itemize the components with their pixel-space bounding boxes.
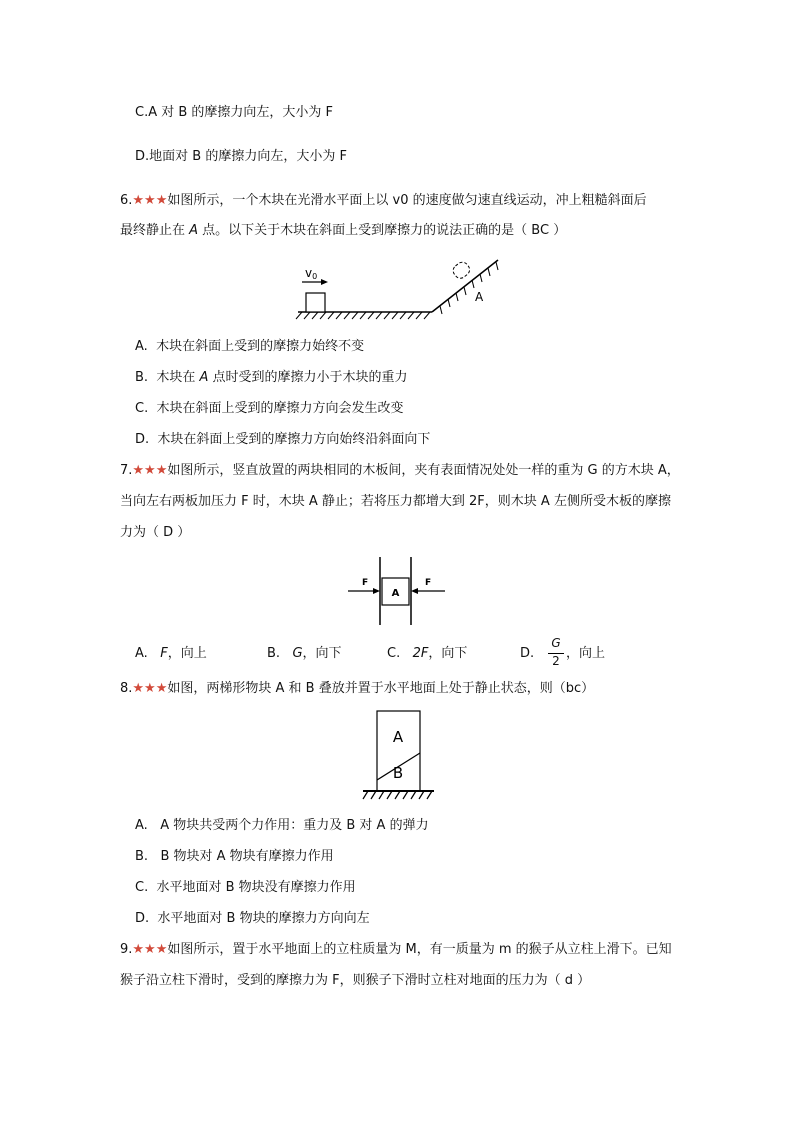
stacked-blocks-figure xyxy=(360,708,438,804)
option-c-prev: C.A 对 B 的摩擦力向左，大小为 F xyxy=(135,105,334,120)
q6-option-a: A. 木块在斜面上受到的摩擦力始终不变 xyxy=(135,339,365,354)
question-7-line-3: 力为（ D ） xyxy=(120,525,191,540)
q7-option-c: C. 2F，向下 xyxy=(387,646,468,661)
arrow-icon xyxy=(373,588,380,594)
block-b-label: B xyxy=(392,764,404,782)
ground-hatching xyxy=(363,791,432,799)
q6-option-d: D. 木块在斜面上受到的摩擦力方向始终沿斜面向下 xyxy=(135,432,431,447)
question-8-line-1: 8.★★★如图，两梯形物块 A 和 B 叠放并置于水平地面上处于静止状态，则（bc） xyxy=(120,681,595,696)
question-number: 6. xyxy=(120,193,133,208)
q7-option-d: D. xyxy=(520,646,535,661)
q8-option-b: B. B 物块对 A 物块有摩擦力作用 xyxy=(135,849,334,864)
incline-hatching xyxy=(440,262,498,314)
option-d-prev: D.地面对 B 的摩擦力向左，大小为 F xyxy=(135,149,347,164)
question-9-line-1: 9.★★★如图所示，置于水平地面上的立柱质量为 M，有一质量为 m 的猴子从立柱上滑下。已知 xyxy=(120,942,672,957)
q7-option-a: A. F，向上 xyxy=(135,646,207,661)
q7-option-d-direction: ，向上 xyxy=(566,646,606,661)
q8-option-a: A. A 物块共受两个力作用：重力及 B 对 A 的弹力 xyxy=(135,818,429,833)
fraction: G 2 xyxy=(548,636,564,670)
difficulty-stars: ★★★ xyxy=(132,193,168,208)
block-a-label: A xyxy=(392,728,404,746)
question-9-line-2: 猴子沿立柱下滑时，受到的摩擦力为 F，则猴子下滑时立柱对地面的压力为（ d ） xyxy=(120,973,591,988)
question-6-line-2: 最终静止在 A 点。以下关于木块在斜面上受到摩擦力的说法正确的是（ BC ） xyxy=(120,223,567,238)
difficulty-stars: ★★★ xyxy=(132,463,168,478)
arrow-icon xyxy=(411,588,418,594)
question-7-line-1: 7.★★★如图所示，竖直放置的两块相同的木板间，夹有表面情况处处一样的重为 G 的方木块 A， xyxy=(120,463,680,478)
question-7-line-2: 当向左右两板加压力 F 时，木块 A 静止；若将压力都增大到 2F，则木块 A 左侧所受木板的摩擦 xyxy=(120,494,671,509)
arrow-icon xyxy=(321,279,328,285)
wooden-block xyxy=(306,293,325,312)
question-6-line-1 xyxy=(120,192,647,210)
q6-option-c: C. 木块在斜面上受到的摩擦力方向会发生改变 xyxy=(135,401,404,416)
svg-text:F: F xyxy=(425,578,432,588)
q8-option-c: C. 水平地面对 B 物块没有摩擦力作用 xyxy=(135,880,356,895)
svg-text:F: F xyxy=(362,578,369,588)
question-text: 如图所示，一个木块在光滑水平面上以 v0 的速度做匀速直线运动，冲上粗糙斜面后 xyxy=(167,193,647,208)
q7-option-b: B. G，向下 xyxy=(267,646,342,661)
difficulty-stars: ★★★ xyxy=(132,942,168,957)
velocity-label: v0 xyxy=(305,266,318,281)
ground-hatching xyxy=(296,312,430,319)
dashed-block xyxy=(451,260,472,281)
q6-option-b: B. 木块在 A 点时受到的摩擦力小于木块的重力 xyxy=(135,370,408,385)
point-a-label: A xyxy=(475,290,484,304)
q8-option-d: D. 水平地面对 B 物块的摩擦力方向向左 xyxy=(135,911,370,926)
difficulty-stars: ★★★ xyxy=(132,681,168,696)
boards-figure xyxy=(345,555,450,627)
incline-figure xyxy=(290,255,510,325)
svg-text:A: A xyxy=(391,588,400,599)
